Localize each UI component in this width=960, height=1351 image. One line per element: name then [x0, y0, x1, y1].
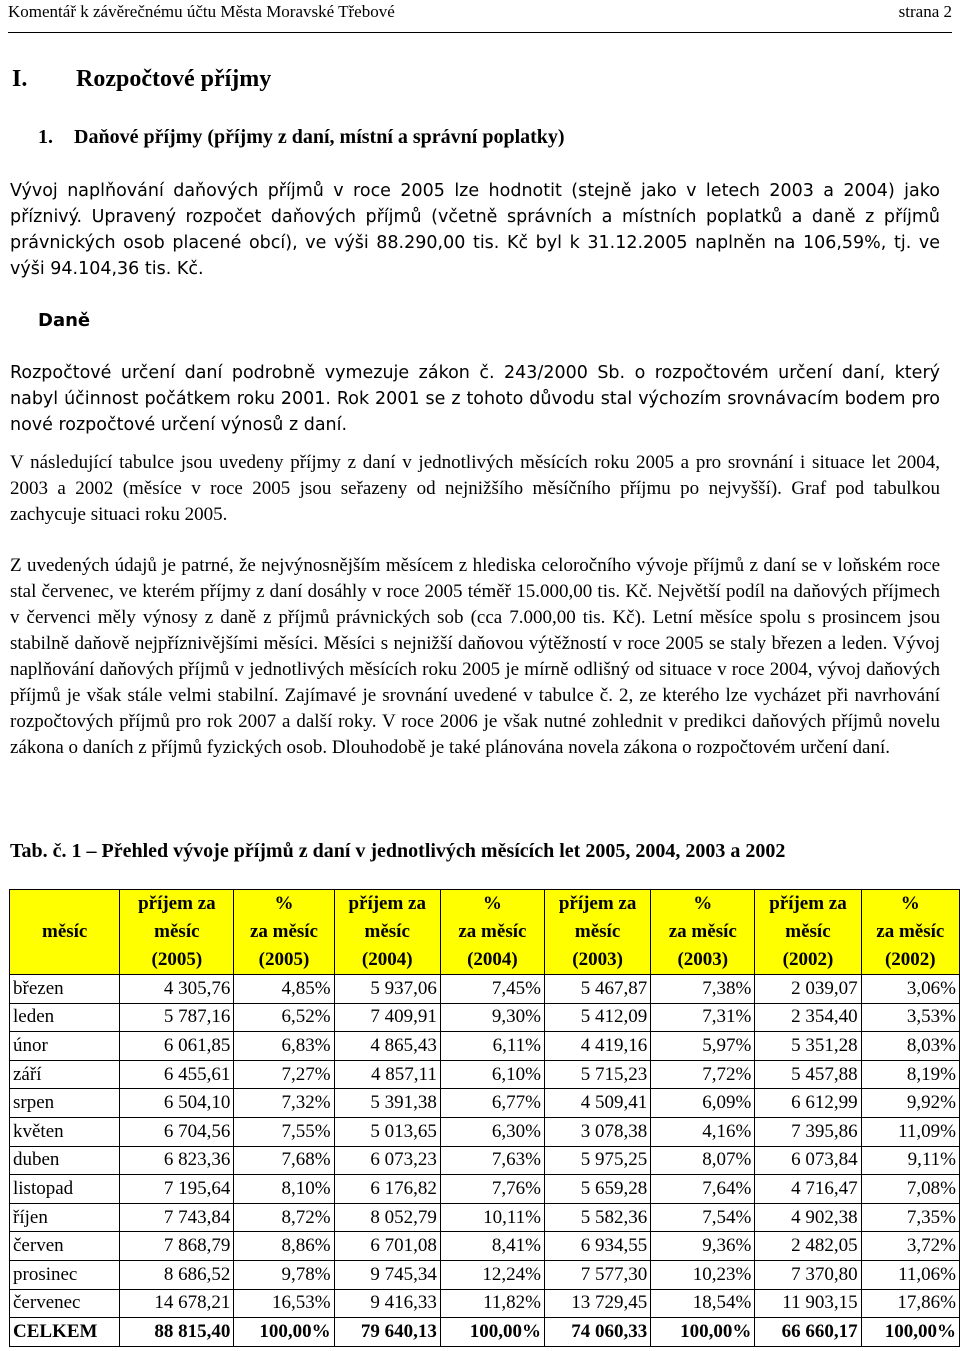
value-cell: 5 391,38 [334, 1089, 440, 1118]
subsection-title: Daňové příjmy (příjmy z daní, místní a správní poplatky) [74, 126, 565, 148]
month-cell: srpen [10, 1089, 120, 1118]
value-cell: 6,11% [440, 1032, 544, 1061]
column-header-line: (2004) [361, 949, 413, 970]
month-cell: prosinec [10, 1260, 120, 1289]
document-title: Komentář k závěrečnému účtu Města Moravské Třebové [8, 2, 395, 21]
value-cell: 4 857,11 [334, 1060, 440, 1089]
value-cell: 6 704,56 [120, 1117, 234, 1146]
page-number: strana 2 [898, 2, 952, 21]
subsection-number: 1. [38, 126, 53, 148]
month-cell: říjen [10, 1203, 120, 1232]
table-row [10, 1032, 960, 1061]
value-cell: 11,09% [861, 1117, 959, 1146]
paragraph-intro: Vývoj naplňování daňových příjmů v roce 2005 lze hodnotit (stejně jako v letech 2003 a 2004) jako příznivý. Upravený rozpočet daňových příjmů (včetně správních a místních poplatků a daně z příjmů právnických osob placené obcí), ve výši 88.290,00 tis. Kč byl k 31.12.2005 naplněn na 106,59%, tj. ve výši 94.104,36 tis. Kč. [10, 181, 940, 279]
value-cell: 6 934,55 [544, 1232, 650, 1261]
value-cell: 7 577,30 [544, 1260, 650, 1289]
value-cell: 7 195,64 [120, 1175, 234, 1204]
value-cell: 8,41% [440, 1232, 544, 1261]
value-cell: 6 823,36 [120, 1146, 234, 1175]
column-header [861, 890, 959, 975]
table-row [10, 1232, 960, 1261]
value-cell: 100,00% [861, 1318, 959, 1347]
value-cell: 6 061,85 [120, 1032, 234, 1061]
value-cell: 5 351,28 [755, 1032, 861, 1061]
value-cell: 74 060,33 [544, 1318, 650, 1347]
value-cell: 14 678,21 [120, 1289, 234, 1318]
value-cell: 7 395,86 [755, 1117, 861, 1146]
value-cell: 11,82% [440, 1289, 544, 1318]
value-cell: 9,11% [861, 1146, 959, 1175]
column-header [651, 890, 755, 975]
table-row [10, 1060, 960, 1089]
column-header-line: příjem za [348, 893, 426, 914]
value-cell: 7,31% [651, 1003, 755, 1032]
column-header [120, 890, 234, 975]
value-cell: 4 902,38 [755, 1203, 861, 1232]
tax-revenue-table [9, 889, 960, 1347]
column-header-line: (2005) [258, 949, 310, 970]
column-header-line: za měsíc [668, 921, 737, 942]
value-cell: 7,32% [234, 1089, 334, 1118]
value-cell: 9,78% [234, 1260, 334, 1289]
taxes-heading: Daně [38, 310, 91, 331]
value-cell: 3,06% [861, 975, 959, 1004]
value-cell: 6 455,61 [120, 1060, 234, 1089]
column-header-line: měsíc [364, 921, 410, 942]
column-header-line: (2002) [884, 949, 936, 970]
month-cell: červen [10, 1232, 120, 1261]
column-header-line: % [274, 893, 294, 914]
paragraph-analysis: Z uvedených údajů je patrné, že nejvýnosnějším měsícem z hlediska celoročního vývoje příjmů z daní se v loňském roce stal červenec, ve kterém příjmy z daní dosáhly v roce 2005 téměř 15.000,00 tis. Kč. Největší podíl na daňových příjmech v červenci měly výnosy z daně z příjmů právnických sob (cca 7.000,00 tis. Kč). Letní měsíce spolu s prosincem jsou stabilně daňově nejpříznivějšími měsíci. Měsíci s nejnižší daňovou výtěžností v roce 2005 se staly březen a leden. Vývoj naplňování daňových příjmů v jednotlivých měsících roku 2005 je mírně odlišný od situace v roce 2004, vývoj daňových příjmů je však stále velmi stabilní. Zajímavé je srovnání uvedené v tabulce č. 2, ze kterého lze vycházet při navrhování rozpočtových příjmů pro rok 2007 a další roky. V roce 2006 je však nutné zohlednit v predikci daňových příjmů novelu zákona o daních z příjmů fyzických osob. Dlouhodobě je také plánována novela zákona o rozpočtovém určení daní. [10, 555, 940, 758]
column-header-line: (2003) [677, 949, 729, 970]
value-cell: 6,09% [651, 1089, 755, 1118]
value-cell: 7 370,80 [755, 1260, 861, 1289]
value-cell: 5 013,65 [334, 1117, 440, 1146]
value-cell: 8 052,79 [334, 1203, 440, 1232]
value-cell: 7,38% [651, 975, 755, 1004]
value-cell: 11,06% [861, 1260, 959, 1289]
value-cell: 8,10% [234, 1175, 334, 1204]
value-cell: 2 354,40 [755, 1003, 861, 1032]
month-cell: březen [10, 975, 120, 1004]
table-title: Tab. č. 1 – Přehled vývoje příjmů z daní v jednotlivých měsících let 2005, 2004, 2003 a 2002 [10, 840, 786, 862]
column-header-line: (2005) [151, 949, 203, 970]
value-cell: 8,86% [234, 1232, 334, 1261]
value-cell: 4,16% [651, 1117, 755, 1146]
value-cell: 7,54% [651, 1203, 755, 1232]
value-cell: 5 582,36 [544, 1203, 650, 1232]
value-cell: 100,00% [440, 1318, 544, 1347]
value-cell: 5 975,25 [544, 1146, 650, 1175]
value-cell: 9 416,33 [334, 1289, 440, 1318]
column-header [440, 890, 544, 975]
column-header-line: za měsíc [249, 921, 318, 942]
value-cell: 7 409,91 [334, 1003, 440, 1032]
value-cell: 4 509,41 [544, 1089, 650, 1118]
value-cell: 4,85% [234, 975, 334, 1004]
value-cell: 100,00% [651, 1318, 755, 1347]
value-cell: 7,76% [440, 1175, 544, 1204]
value-cell: 5 412,09 [544, 1003, 650, 1032]
value-cell: 7,68% [234, 1146, 334, 1175]
value-cell: 7,08% [861, 1175, 959, 1204]
table-body [10, 975, 960, 1347]
value-cell: 5 659,28 [544, 1175, 650, 1204]
value-cell: 4 305,76 [120, 975, 234, 1004]
table-header-row [10, 890, 960, 975]
month-cell: únor [10, 1032, 120, 1061]
value-cell: 7 868,79 [120, 1232, 234, 1261]
column-header-line: měsíc [574, 921, 621, 942]
column-header [334, 890, 440, 975]
value-cell: 6 612,99 [755, 1089, 861, 1118]
page-header [8, 0, 952, 33]
column-header-line: (2002) [782, 949, 834, 970]
value-cell: 7,35% [861, 1203, 959, 1232]
value-cell: 6 073,23 [334, 1146, 440, 1175]
value-cell: 9,92% [861, 1089, 959, 1118]
value-cell: 10,11% [440, 1203, 544, 1232]
value-cell: 8,03% [861, 1032, 959, 1061]
month-cell: květen [10, 1117, 120, 1146]
section-title: Rozpočtové příjmy [76, 66, 272, 92]
table-row [10, 1089, 960, 1118]
value-cell: 6 176,82 [334, 1175, 440, 1204]
column-header [234, 890, 334, 975]
value-cell: 8,72% [234, 1203, 334, 1232]
value-cell: 6,77% [440, 1089, 544, 1118]
column-header-line: příjem za [769, 893, 847, 914]
value-cell: 18,54% [651, 1289, 755, 1318]
value-cell: 2 039,07 [755, 975, 861, 1004]
table-row [10, 1203, 960, 1232]
value-cell: 8,07% [651, 1146, 755, 1175]
section-number: I. [12, 66, 28, 92]
table-total-row [10, 1318, 960, 1347]
column-header-line: % [900, 893, 920, 914]
column-header-line: příjem za [558, 893, 637, 914]
column-header-line: měsíc [42, 921, 88, 942]
month-cell: CELKEM [10, 1318, 120, 1347]
value-cell: 4 419,16 [544, 1032, 650, 1061]
value-cell: 7,55% [234, 1117, 334, 1146]
value-cell: 3,72% [861, 1232, 959, 1261]
subsection-heading [38, 126, 565, 149]
column-header-line: % [482, 893, 502, 914]
table-row [10, 1175, 960, 1204]
value-cell: 8 686,52 [120, 1260, 234, 1289]
value-cell: 100,00% [234, 1318, 334, 1347]
value-cell: 6,10% [440, 1060, 544, 1089]
value-cell: 88 815,40 [120, 1318, 234, 1347]
month-cell: duben [10, 1146, 120, 1175]
value-cell: 5,97% [651, 1032, 755, 1061]
table-row [10, 1003, 960, 1032]
column-header-line: % [693, 893, 713, 914]
value-cell: 10,23% [651, 1260, 755, 1289]
value-cell: 9,36% [651, 1232, 755, 1261]
value-cell: 4 716,47 [755, 1175, 861, 1204]
value-cell: 5 467,87 [544, 975, 650, 1004]
value-cell: 7 743,84 [120, 1203, 234, 1232]
value-cell: 12,24% [440, 1260, 544, 1289]
value-cell: 6 701,08 [334, 1232, 440, 1261]
value-cell: 17,86% [861, 1289, 959, 1318]
table-row [10, 1146, 960, 1175]
value-cell: 8,19% [861, 1060, 959, 1089]
value-cell: 3,53% [861, 1003, 959, 1032]
month-cell: leden [10, 1003, 120, 1032]
value-cell: 79 640,13 [334, 1318, 440, 1347]
value-cell: 66 660,17 [755, 1318, 861, 1347]
value-cell: 6 073,84 [755, 1146, 861, 1175]
column-header-line: za měsíc [458, 921, 527, 942]
value-cell: 6,30% [440, 1117, 544, 1146]
paragraph-table-intro: V následující tabulce jsou uvedeny příjmy z daní v jednotlivých měsících roku 2005 a pro srovnání i situace let 2004, 2003 a 2002 (měsíce v roce 2005 jsou seřazeny od nejnižšího měsíčního příjmu po nejvyšší). Graf pod tabulkou zachycuje situaci roku 2005. [10, 452, 940, 525]
table-row [10, 975, 960, 1004]
value-cell: 16,53% [234, 1289, 334, 1318]
section-heading [12, 66, 271, 93]
value-cell: 9 745,34 [334, 1260, 440, 1289]
column-header [10, 890, 120, 975]
paragraph-tax-law: Rozpočtové určení daní podrobně vymezuje zákon č. 243/2000 Sb. o rozpočtovém určení daní, který nabyl účinnost počátkem roku 2001. Rok 2001 se z tohoto důvodu stal výchozím srovnávacím bodem pro nové rozpočtové určení výnosů z daní. [10, 363, 940, 435]
value-cell: 5 787,16 [120, 1003, 234, 1032]
value-cell: 13 729,45 [544, 1289, 650, 1318]
value-cell: 11 903,15 [755, 1289, 861, 1318]
month-cell: červenec [10, 1289, 120, 1318]
column-header [755, 890, 861, 975]
value-cell: 7,72% [651, 1060, 755, 1089]
column-header-line: (2003) [572, 949, 623, 970]
value-cell: 4 865,43 [334, 1032, 440, 1061]
value-cell: 7,27% [234, 1060, 334, 1089]
value-cell: 6 504,10 [120, 1089, 234, 1118]
table-row [10, 1260, 960, 1289]
column-header-line: měsíc [785, 921, 831, 942]
value-cell: 7,63% [440, 1146, 544, 1175]
value-cell: 5 937,06 [334, 975, 440, 1004]
value-cell: 6,83% [234, 1032, 334, 1061]
table-row [10, 1289, 960, 1318]
value-cell: 3 078,38 [544, 1117, 650, 1146]
month-cell: listopad [10, 1175, 120, 1204]
value-cell: 5 715,23 [544, 1060, 650, 1089]
value-cell: 7,45% [440, 975, 544, 1004]
value-cell: 6,52% [234, 1003, 334, 1032]
column-header-line: měsíc [154, 921, 200, 942]
column-header-line: za měsíc [876, 921, 945, 942]
column-header-line: (2004) [467, 949, 518, 970]
value-cell: 9,30% [440, 1003, 544, 1032]
column-header [544, 890, 650, 975]
table-row [10, 1117, 960, 1146]
value-cell: 2 482,05 [755, 1232, 861, 1261]
value-cell: 7,64% [651, 1175, 755, 1204]
column-header-line: příjem za [138, 893, 216, 914]
month-cell: září [10, 1060, 120, 1089]
value-cell: 5 457,88 [755, 1060, 861, 1089]
